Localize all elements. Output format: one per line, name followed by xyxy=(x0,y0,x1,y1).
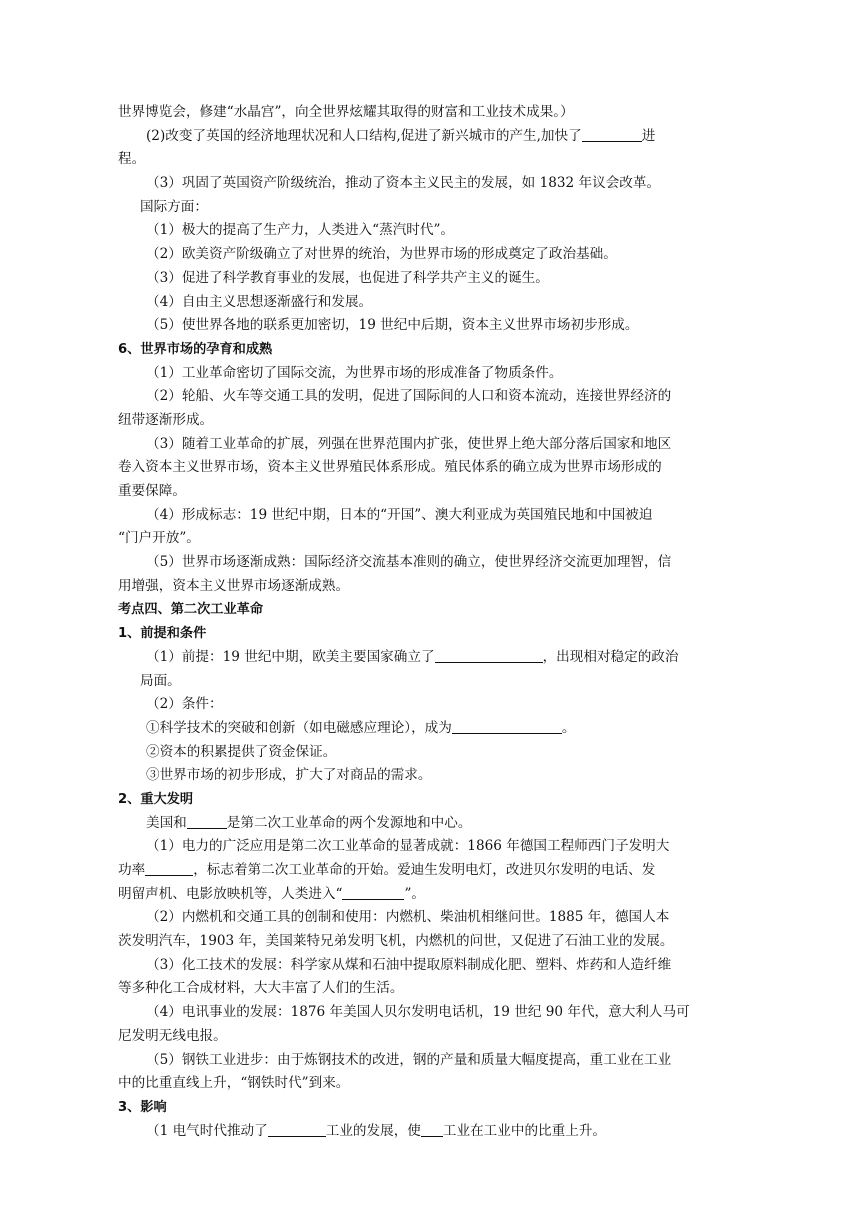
text-line: （3）化工技术的发展：科学家从煤和石油中提取原料制成化肥、塑料、炸药和人造纤维 xyxy=(146,956,672,973)
fill-in-blank[interactable] xyxy=(452,718,562,734)
text-line: （5）世界市场逐渐成熟：国际经济交流基本准则的确立，使世界经济交流更加理智，信 xyxy=(146,554,672,571)
text-line: （1）工业革命密切了国际交流，为世界市场的形成准备了物质条件。 xyxy=(146,364,563,381)
text-line: 中的比重直线上升，“钢铁时代”到来。 xyxy=(118,1075,350,1092)
text-line: 用增强，资本主义世界市场逐渐成熟。 xyxy=(118,577,350,594)
text-line: （5）钢铁工业进步：由于炼钢技术的改进，钢的产量和质量大幅度提高，重工业在工业 xyxy=(146,1051,672,1068)
section-heading: 3、影响 xyxy=(118,1099,167,1115)
text-line: “门户开放”。 xyxy=(118,530,200,547)
text-line: 世界博览会，修建“水晶宫”，向全世界炫耀其取得的财富和工业技术成果。） xyxy=(118,104,574,120)
fill-in-blank[interactable] xyxy=(145,860,193,876)
text-line: 重要保障。 xyxy=(118,483,186,499)
text-line: （2）轮船、火车等交通工具的发明，促进了国际间的人口和资本流动，连接世界经济的 xyxy=(146,388,672,405)
text-line: （4）自由主义思想逐渐盛行和发展。 xyxy=(146,293,373,310)
text-line: （5）使世界各地的联系更加密切，19 世纪中后期，资本主义世界市场初步形成。 xyxy=(146,317,639,334)
text-line: 明留声机、电影放映机等，人类进入“ ”。 xyxy=(118,885,425,902)
text-line: （4）电讯事业的发展：1876 年美国人贝尔发明电话机，19 世纪 90 年代，意大利人马可 xyxy=(146,1004,690,1021)
text-line: 茨发明汽车，1903 年，美国莱特兄弟发明飞机，内燃机的问世，又促进了石油工业的发展。 xyxy=(118,933,674,950)
fill-in-blank[interactable] xyxy=(342,884,404,900)
text-line: （1 电气时代推动了 工业的发展，使 工业在工业中的比重上升。 xyxy=(146,1122,607,1139)
text-line: 等多种化工合成材料，大大丰富了人们的生活。 xyxy=(118,980,404,997)
text-line: （3）促进了科学教育事业的发展，也促进了科学共产主义的诞生。 xyxy=(146,269,549,286)
text-line: （3）随着工业革命的扩展，列强在世界范围内扩张，使世界上绝大部分落后国家和地区 xyxy=(146,435,672,452)
text-line: （3）巩固了英国资产阶级统治，推动了资本主义民主的发展，如 1832 年议会改革。 xyxy=(146,175,661,192)
text-line: ②资本的积累提供了资金保证。 xyxy=(146,743,337,760)
text-line: （4）形成标志：19 世纪中期，日本的“开国”、澳大利亚成为英国殖民地和中国被迫 xyxy=(146,506,653,523)
fill-in-blank[interactable] xyxy=(435,647,543,663)
section-heading: 考点四、第二次工业革命 xyxy=(118,602,264,618)
document-body xyxy=(118,101,738,1143)
section-heading: 1、前提和条件 xyxy=(118,626,207,642)
text-line: （2）内燃机和交通工具的创制和使用：内燃机、柴油机相继问世。1885 年，德国人本 xyxy=(146,909,670,926)
text-line: 局面。 xyxy=(140,672,181,689)
text-line: （2）条件： xyxy=(146,696,223,713)
fill-in-blank[interactable] xyxy=(187,813,227,829)
text-line: 卷入资本主义世界市场，资本主义世界殖民体系形成。殖民体系的确立成为世界市场形成的 xyxy=(118,459,662,476)
text-line: 纽带逐渐形成。 xyxy=(118,411,214,428)
text-line: 程。 xyxy=(118,151,146,168)
text-line: 美国和 是第二次工业革命的两个发源地和中心。 xyxy=(146,814,472,831)
section-heading: 2、重大发明 xyxy=(118,791,194,807)
text-line: （1）极大的提高了生产力，人类进入“蒸汽时代”。 xyxy=(146,222,455,239)
text-line: (2)改变了英国的经济地理状况和人口结构,促进了新兴城市的产生,加快了 进 xyxy=(146,127,656,144)
fill-in-blank[interactable] xyxy=(268,1121,326,1137)
text-line: ③世界市场的初步形成，扩大了对商品的需求。 xyxy=(146,767,432,784)
text-line: 尼发明无线电报。 xyxy=(118,1027,227,1044)
fill-in-blank[interactable] xyxy=(421,1121,443,1137)
text-line: （1）前提：19 世纪中期，欧美主要国家确立了 ，出现相对稳定的政治 xyxy=(146,648,679,665)
text-line: （1）电力的广泛应用是第二次工业革命的显著成就：1866 年德国工程师西门子发明大 xyxy=(146,838,670,855)
text-line: （2）欧美资产阶级确立了对世界的统治，为世界市场的形成奠定了政治基础。 xyxy=(146,246,617,263)
text-line: 国际方面： xyxy=(140,198,208,215)
section-heading: 6、世界市场的孕育和成熟 xyxy=(118,341,273,357)
text-line: 功率 ，标志着第二次工业革命的开始。爱迪生发明电灯，改进贝尔发明的电话、发 xyxy=(118,862,656,878)
text-line: ①科学技术的突破和创新（如电磁感应理论），成为 。 xyxy=(146,719,576,736)
fill-in-blank[interactable] xyxy=(582,126,642,142)
